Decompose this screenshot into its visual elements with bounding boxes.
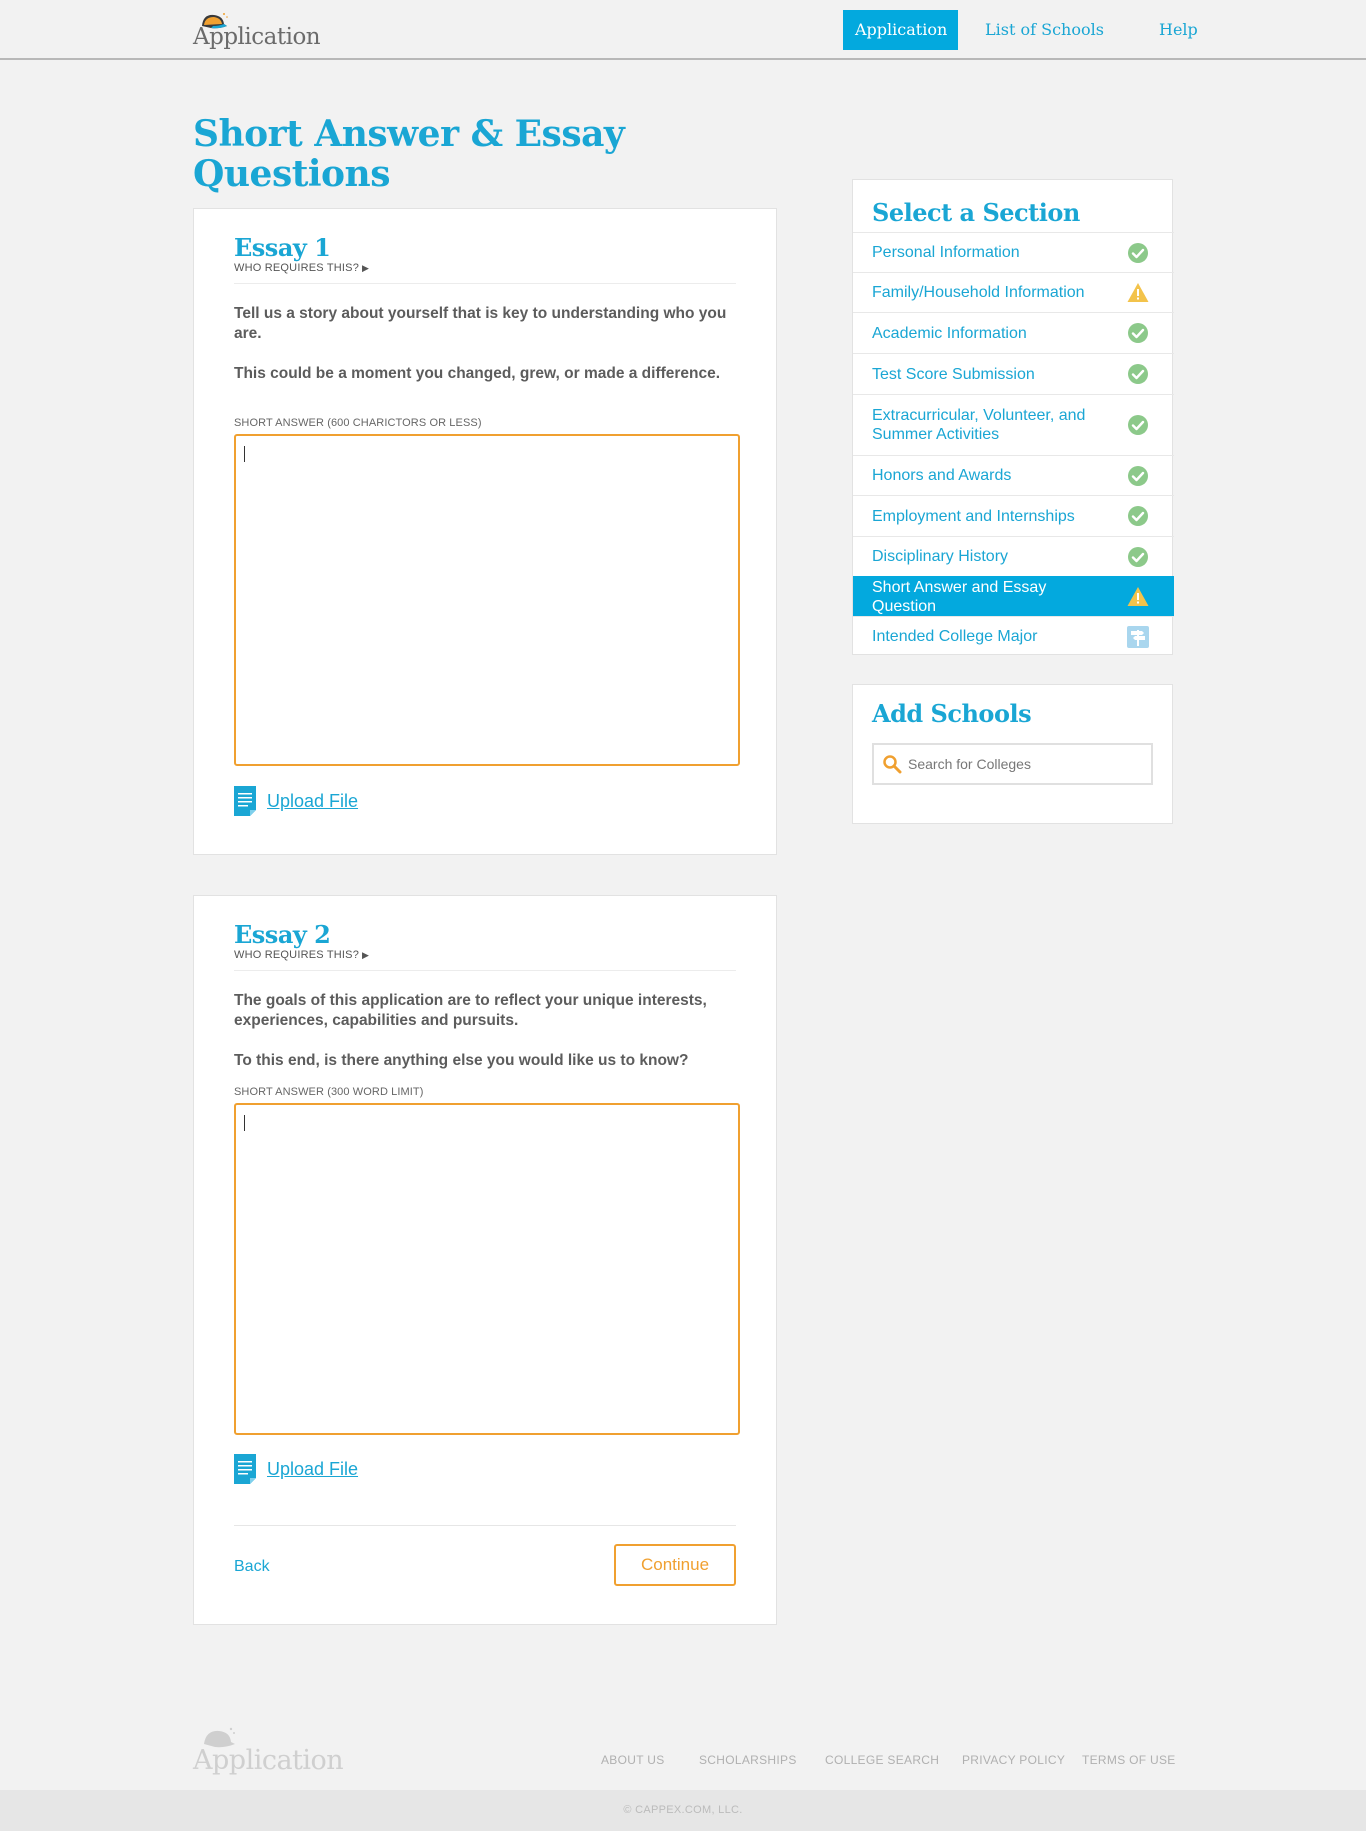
section-item-disciplinary[interactable] xyxy=(853,536,1174,576)
section-item-label: Intended College Major xyxy=(872,628,1038,645)
essay-prompt: Tell us a story about yourself that is key to understanding who you are. xyxy=(234,305,727,342)
section-item-test-score[interactable] xyxy=(853,353,1174,394)
essay-prompt-detail: This could be a moment you changed, grew, or made a difference. xyxy=(234,365,721,382)
site-footer xyxy=(0,1720,1366,1790)
check-circle-icon xyxy=(1127,546,1149,568)
nav-application[interactable]: Application xyxy=(843,10,958,50)
nav-help[interactable]: Help xyxy=(1159,20,1198,39)
check-circle-icon xyxy=(1127,505,1149,527)
logo-text: Application xyxy=(193,24,321,50)
section-item-label: Extracurricular, Volunteer, and Summer Activities xyxy=(872,407,1086,443)
essay-prompt-detail: To this end, is there anything else you would like us to know? xyxy=(234,1052,689,1069)
essay-title: Essay 2 xyxy=(234,920,331,949)
who-requires-label: WHO REQUIRES THIS? xyxy=(234,949,360,961)
section-item-honors-awards[interactable] xyxy=(853,455,1174,495)
footer-link-college-search[interactable]: COLLEGE SEARCH xyxy=(825,1753,940,1767)
divider xyxy=(234,283,736,284)
essay-card-2 xyxy=(193,895,777,1625)
footer-link-privacy-policy[interactable]: PRIVACY POLICY xyxy=(962,1753,1066,1767)
footer-link-scholarships[interactable]: SCHOLARSHIPS xyxy=(699,1753,797,1767)
signpost-icon xyxy=(1127,626,1149,648)
app-logo[interactable] xyxy=(193,10,321,52)
text-caret xyxy=(244,1115,245,1131)
section-item-label: Employment and Internships xyxy=(872,507,1075,525)
section-item-label: Personal Information xyxy=(872,244,1020,261)
section-item-family-household[interactable] xyxy=(853,272,1174,312)
essay-field-label: SHORT ANSWER (600 CHARICTORS OR LESS) xyxy=(234,417,482,429)
essay-field-label: SHORT ANSWER (300 WORD LIMIT) xyxy=(234,1086,424,1098)
site-header xyxy=(0,0,1366,60)
footer-logo[interactable] xyxy=(193,1727,343,1777)
section-item-academic-information[interactable] xyxy=(853,312,1174,353)
add-schools-title: Add Schools xyxy=(872,699,1032,728)
triangle-right-icon: ▶ xyxy=(362,950,370,960)
copyright-bar xyxy=(0,1790,1366,1831)
section-panel-title: Select a Section xyxy=(872,198,1080,227)
divider xyxy=(234,1525,736,1526)
add-schools-panel xyxy=(852,684,1173,824)
back-link[interactable]: Back xyxy=(234,1558,270,1575)
section-item-label: Disciplinary History xyxy=(872,548,1009,565)
section-item-short-answer-essay[interactable] xyxy=(853,576,1174,616)
essay-1-textarea[interactable] xyxy=(234,434,740,766)
section-item-label: Short Answer and Essay Question xyxy=(872,578,1047,615)
essay-prompt: The goals of this application are to reflect your unique interests, experiences, capabilities and pursuits. xyxy=(234,992,707,1029)
check-circle-icon xyxy=(1127,414,1149,436)
section-item-personal-information[interactable] xyxy=(853,232,1174,272)
document-icon xyxy=(234,786,256,816)
upload-file-link[interactable]: Upload File xyxy=(267,1458,359,1479)
who-requires-toggle[interactable] xyxy=(234,949,369,961)
triangle-right-icon: ▶ xyxy=(362,263,370,273)
college-search-input[interactable] xyxy=(908,745,1148,783)
essay-2-textarea[interactable] xyxy=(234,1103,740,1435)
continue-button[interactable]: Continue xyxy=(614,1544,736,1586)
divider xyxy=(234,970,736,971)
section-item-label: Honors and Awards xyxy=(872,467,1012,484)
section-item-label: Family/Household Information xyxy=(872,284,1085,301)
footer-logo-text: Application xyxy=(193,1745,344,1776)
text-caret xyxy=(244,446,245,462)
section-item-employment[interactable] xyxy=(853,495,1174,536)
footer-link-about-us[interactable]: ABOUT US xyxy=(601,1753,665,1767)
page-title: Short Answer & Essay Questions xyxy=(193,113,625,195)
copyright-text: © CAPPEX.COM, LLC. xyxy=(623,1804,743,1816)
upload-file-2[interactable] xyxy=(234,1454,358,1484)
check-circle-icon xyxy=(1127,322,1149,344)
section-list xyxy=(853,232,1174,656)
section-item-extracurricular[interactable] xyxy=(853,394,1174,455)
section-item-label: Academic Information xyxy=(872,324,1027,342)
section-item-label: Test Score Submission xyxy=(872,365,1035,383)
section-panel xyxy=(852,179,1173,655)
warning-triangle-icon xyxy=(1127,282,1149,304)
section-item-intended-major[interactable] xyxy=(853,616,1174,656)
essay-title: Essay 1 xyxy=(234,233,331,262)
check-circle-icon xyxy=(1127,242,1149,264)
document-icon xyxy=(234,1454,256,1484)
upload-file-link[interactable]: Upload File xyxy=(267,790,359,811)
who-requires-label: WHO REQUIRES THIS? xyxy=(234,262,360,274)
essay-card-1 xyxy=(193,208,777,855)
footer-link-terms-of-use[interactable]: TERMS OF USE xyxy=(1082,1753,1176,1767)
college-search-box xyxy=(872,743,1153,785)
who-requires-toggle[interactable] xyxy=(234,262,369,274)
check-circle-icon xyxy=(1127,363,1149,385)
upload-file-1[interactable] xyxy=(234,786,358,816)
warning-triangle-icon xyxy=(1127,586,1149,608)
nav-list-of-schools[interactable]: List of Schools xyxy=(985,20,1104,39)
check-circle-icon xyxy=(1127,465,1149,487)
search-icon xyxy=(882,754,902,774)
